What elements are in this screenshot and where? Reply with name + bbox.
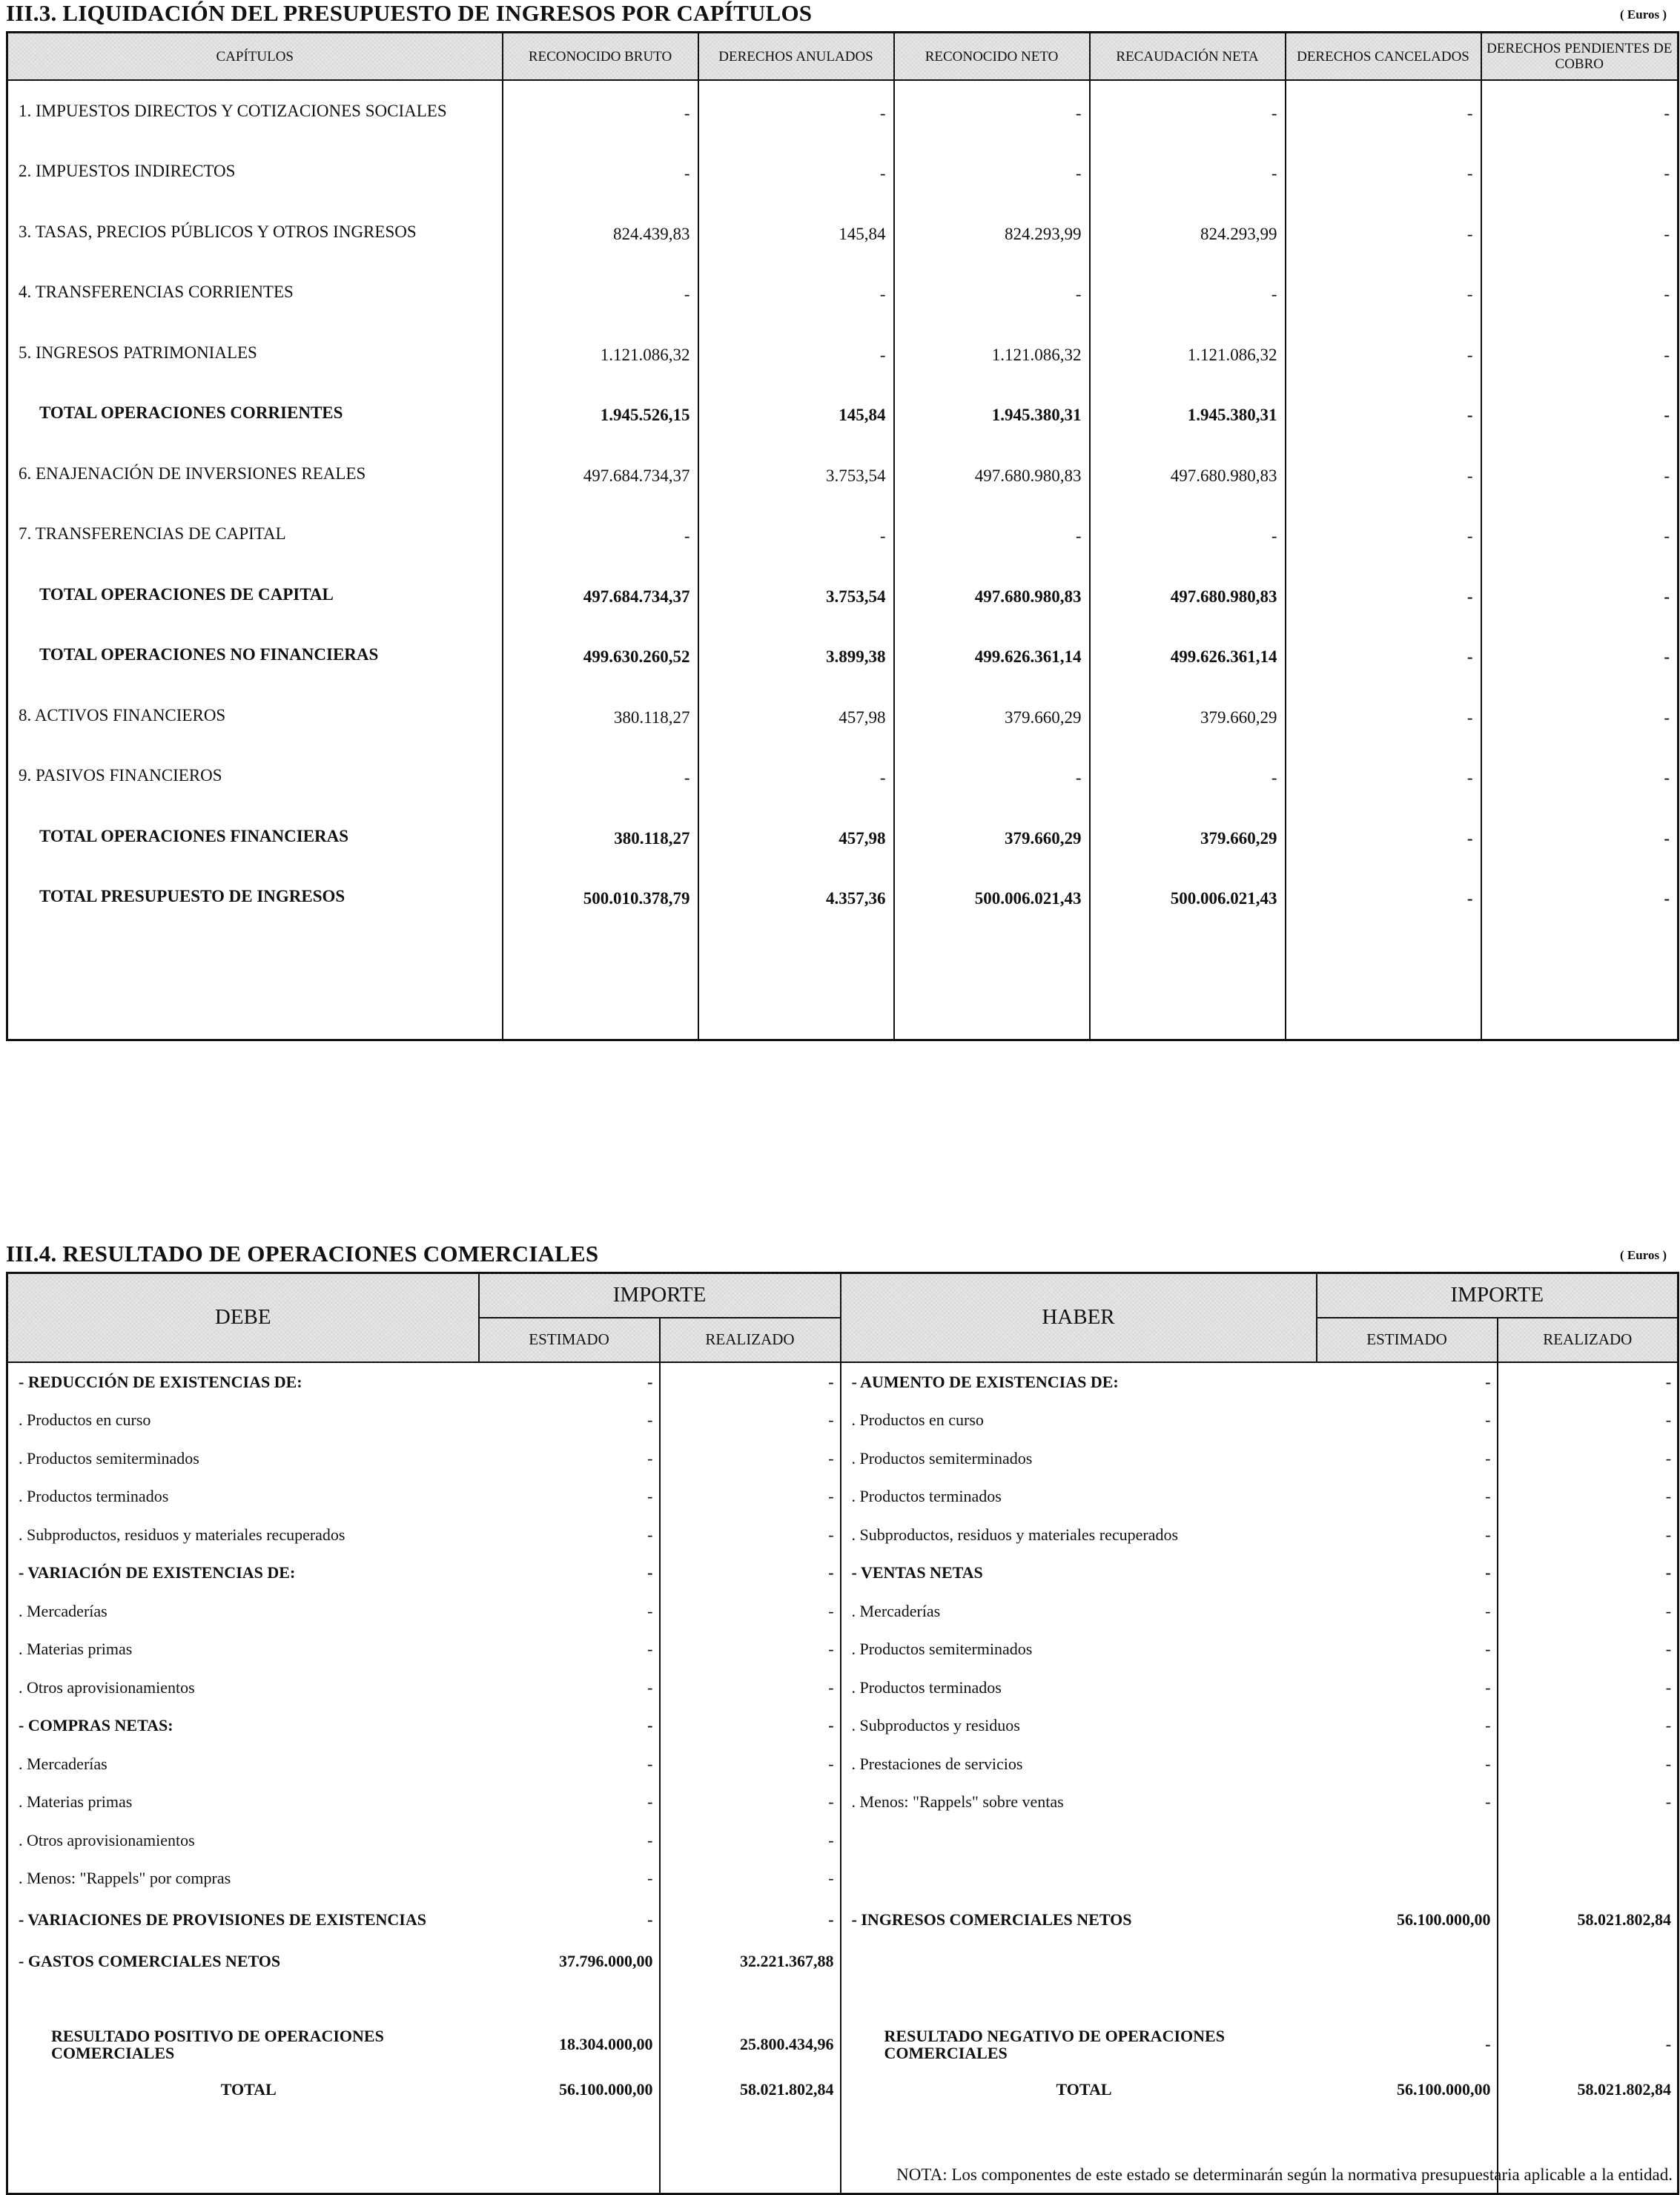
debe-estimado: -	[479, 1859, 660, 1898]
section2-units: ( Euros )	[1620, 1248, 1667, 1262]
comercial-row	[7, 1630, 1679, 1668]
debe-realizado: -	[660, 1745, 841, 1783]
header-importe-debe: IMPORTE	[479, 1273, 841, 1318]
row-value: -	[894, 746, 1090, 807]
haber-realizado	[1498, 1859, 1679, 1898]
header-derechos-cancelados: DERECHOS CANCELADOS	[1286, 33, 1481, 81]
comercial-row	[7, 1668, 1679, 1707]
header-debe: DEBE	[7, 1273, 479, 1362]
row-value: 1.945.526,15	[503, 383, 698, 444]
debe-label: . Productos semiterminados	[19, 1448, 199, 1468]
header-estimado-debe: ESTIMADO	[479, 1318, 660, 1362]
debe-estimado: 37.796.000,00	[479, 1942, 660, 1981]
row-label: 9. PASIVOS FINANCIEROS	[7, 746, 503, 807]
row-value: -	[1286, 383, 1481, 444]
row-value: -	[1664, 224, 1670, 243]
header-capitulos: CAPÍTULOS	[7, 33, 503, 81]
debe-realizado: 32.221.367,88	[660, 1942, 841, 1981]
header-recaudacion-neta: RECAUDACIÓN NETA	[1090, 33, 1286, 81]
debe-realizado: -	[660, 1706, 841, 1745]
header-realizado-debe: REALIZADO	[660, 1318, 841, 1362]
filler-cell	[7, 927, 503, 1040]
row-value: 497.680.980,83	[894, 564, 1090, 625]
debe-realizado: -	[660, 1592, 841, 1631]
header-reconocido-neto: RECONOCIDO NETO	[894, 33, 1090, 81]
comercial-row	[7, 1554, 1679, 1592]
haber-realizado: -	[1498, 1630, 1679, 1668]
capitulos-filler-row	[7, 927, 1679, 1040]
haber-label: . Mercaderías	[851, 1601, 941, 1620]
haber-realizado: -	[1498, 1439, 1679, 1478]
haber-realizado: -	[1498, 1362, 1679, 1402]
debe-realizado: -	[660, 1668, 841, 1707]
comercial-row	[7, 1821, 1679, 1860]
row-value: 500.006.021,43	[894, 867, 1090, 928]
row-value: 3.753,54	[698, 443, 894, 504]
haber-estimado: -	[1317, 1783, 1498, 1821]
row-value: -	[503, 80, 698, 142]
haber-label: . Subproductos, residuos y materiales recuperados	[851, 1525, 1179, 1544]
header-importe-haber: IMPORTE	[1317, 1273, 1679, 1318]
row-value: -	[1664, 828, 1670, 848]
comercial-row	[7, 1942, 1679, 1981]
row-value: -	[894, 263, 1090, 323]
row-value: -	[1090, 142, 1286, 202]
haber-estimado: -	[1317, 2019, 1498, 2070]
row-value: -	[1286, 564, 1481, 625]
debe-estimado: -	[479, 1745, 660, 1783]
capitulos-row	[7, 564, 1679, 625]
row-value: -	[698, 323, 894, 383]
debe-label: TOTAL	[220, 2079, 277, 2099]
row-value: 457,98	[698, 806, 894, 867]
haber-realizado: -	[1498, 1592, 1679, 1631]
comercial-row	[7, 1706, 1679, 1745]
debe-realizado: -	[660, 1821, 841, 1860]
haber-estimado	[1317, 1980, 1498, 2019]
capitulos-row	[7, 142, 1679, 202]
debe-estimado: -	[479, 1821, 660, 1860]
row-value: 497.680.980,83	[1090, 564, 1286, 625]
comercial-row	[7, 1980, 1679, 2019]
row-value: 380.118,27	[503, 806, 698, 867]
row-label: 8. ACTIVOS FINANCIEROS	[7, 685, 503, 746]
capitulos-row	[7, 867, 1679, 928]
haber-realizado: 58.021.802,84	[1498, 2070, 1679, 2109]
row-value: -	[1664, 164, 1670, 183]
row-value: 824.439,83	[503, 202, 698, 263]
haber-estimado: -	[1317, 1745, 1498, 1783]
capitulos-row	[7, 625, 1679, 686]
filler-cell	[1481, 927, 1679, 1040]
filler-cell	[698, 927, 894, 1040]
capitulos-row	[7, 746, 1679, 807]
row-value: 499.626.361,14	[1090, 625, 1286, 686]
row-value: -	[503, 504, 698, 565]
filler-cell	[894, 927, 1090, 1040]
haber-estimado: -	[1317, 1630, 1498, 1668]
row-value: 379.660,29	[1090, 685, 1286, 746]
row-value: 3.753,54	[698, 564, 894, 625]
capitulos-header-row	[7, 33, 1679, 81]
row-label: 6. ENAJENACIÓN DE INVERSIONES REALES	[7, 443, 503, 504]
debe-realizado: -	[660, 1439, 841, 1478]
row-value: -	[1286, 806, 1481, 867]
debe-label: - REDUCCIÓN DE EXISTENCIAS DE:	[19, 1372, 302, 1391]
operaciones-comerciales-table	[6, 1272, 1679, 2195]
haber-estimado: -	[1317, 1401, 1498, 1439]
debe-estimado: 56.100.000,00	[479, 2070, 660, 2109]
row-label: TOTAL OPERACIONES NO FINANCIERAS	[7, 625, 503, 686]
debe-label: - COMPRAS NETAS:	[19, 1716, 173, 1735]
row-value: 497.680.980,83	[894, 443, 1090, 504]
haber-estimado: -	[1317, 1592, 1498, 1631]
debe-label: RESULTADO POSITIVO DE OPERACIONES COMERCIALES	[51, 2026, 384, 2062]
debe-label: . Subproductos, residuos y materiales recuperados	[19, 1525, 345, 1544]
haber-realizado: -	[1498, 1706, 1679, 1745]
debe-estimado: -	[479, 1592, 660, 1631]
haber-label: - VENTAS NETAS	[851, 1563, 983, 1582]
debe-estimado: -	[479, 1630, 660, 1668]
row-value: -	[1286, 202, 1481, 263]
row-value: -	[503, 263, 698, 323]
row-value: -	[1664, 707, 1670, 727]
capitulos-row	[7, 80, 1679, 142]
comercial-row	[7, 1477, 1679, 1516]
debe-realizado: -	[660, 1630, 841, 1668]
haber-label: . Menos: "Rappels" sobre ventas	[851, 1792, 1064, 1812]
row-value: -	[1664, 345, 1670, 364]
capitulos-row	[7, 323, 1679, 383]
haber-label	[841, 1821, 1317, 1860]
haber-label: RESULTADO NEGATIVO DE OPERACIONES COMERCIALES	[884, 2026, 1225, 2062]
row-value: -	[698, 142, 894, 202]
haber-realizado: 58.021.802,84	[1498, 1898, 1679, 1942]
haber-label: . Productos terminados	[851, 1487, 1002, 1506]
row-value: -	[1286, 142, 1481, 202]
haber-estimado	[1317, 1821, 1498, 1860]
comercial-row	[7, 1362, 1679, 1402]
row-value: -	[1286, 504, 1481, 565]
debe-realizado: -	[660, 1783, 841, 1821]
comercial-row	[7, 2019, 1679, 2070]
row-value: 1.121.086,32	[894, 323, 1090, 383]
row-value: 1.121.086,32	[503, 323, 698, 383]
haber-realizado: -	[1498, 1783, 1679, 1821]
debe-label: . Materias primas	[19, 1792, 133, 1812]
comercial-row	[7, 2070, 1679, 2109]
haber-estimado: -	[1317, 1362, 1498, 1402]
capitulos-row	[7, 504, 1679, 565]
row-value: 379.660,29	[1090, 806, 1286, 867]
haber-label: . Productos terminados	[851, 1677, 1002, 1697]
row-value: 380.118,27	[503, 685, 698, 746]
row-label: 5. INGRESOS PATRIMONIALES	[7, 323, 503, 383]
debe-realizado: -	[660, 1898, 841, 1942]
row-value: -	[1664, 466, 1670, 485]
filler-cell	[7, 2108, 479, 2194]
row-value: 379.660,29	[894, 806, 1090, 867]
row-value: -	[1664, 647, 1670, 667]
haber-estimado: 56.100.000,00	[1317, 2070, 1498, 2109]
row-value: -	[1090, 504, 1286, 565]
debe-estimado	[479, 1980, 660, 2019]
comercial-row	[7, 1439, 1679, 1478]
haber-estimado: -	[1317, 1477, 1498, 1516]
row-value: -	[1090, 80, 1286, 142]
comercial-row	[7, 1783, 1679, 1821]
debe-label: . Otros aprovisionamientos	[19, 1830, 195, 1849]
haber-estimado	[1317, 1859, 1498, 1898]
operaciones-comerciales-body	[7, 1362, 1679, 2194]
debe-label: . Menos: "Rappels" por compras	[19, 1869, 231, 1888]
comercial-row	[7, 1898, 1679, 1942]
haber-label: . Productos en curso	[851, 1410, 984, 1430]
row-value: -	[1090, 746, 1286, 807]
row-value: -	[1664, 285, 1670, 304]
row-label: 3. TASAS, PRECIOS PÚBLICOS Y OTROS INGRESOS	[7, 202, 503, 263]
header-row-top	[7, 1273, 1679, 1318]
debe-realizado: -	[660, 1362, 841, 1402]
row-value: 499.626.361,14	[894, 625, 1090, 686]
header-realizado-haber: REALIZADO	[1498, 1318, 1679, 1362]
haber-realizado: -	[1498, 1554, 1679, 1592]
debe-label: . Productos en curso	[19, 1410, 151, 1430]
debe-label: . Materias primas	[19, 1640, 133, 1659]
row-value: -	[1286, 685, 1481, 746]
haber-label: - INGRESOS COMERCIALES NETOS	[851, 1910, 1132, 1929]
row-value: -	[1286, 746, 1481, 807]
row-label: 1. IMPUESTOS DIRECTOS Y COTIZACIONES SOCIALES	[7, 80, 503, 142]
row-value: 1.945.380,31	[1090, 383, 1286, 444]
row-value: -	[1286, 625, 1481, 686]
section1-units: ( Euros )	[1620, 7, 1667, 22]
capitulos-row	[7, 202, 1679, 263]
debe-estimado: -	[479, 1668, 660, 1707]
haber-realizado	[1498, 1821, 1679, 1860]
comercial-row	[7, 1592, 1679, 1631]
capitulos-row	[7, 806, 1679, 867]
section1-title: III.3. LIQUIDACIÓN DEL PRESUPUESTO DE INGRESOS POR CAPÍTULOS	[6, 0, 813, 26]
row-value: 379.660,29	[894, 685, 1090, 746]
header-estimado-haber: ESTIMADO	[1317, 1318, 1498, 1362]
row-value: 500.006.021,43	[1090, 867, 1286, 928]
capitulos-body	[7, 80, 1679, 1040]
row-value: -	[1664, 527, 1670, 546]
row-value: -	[698, 263, 894, 323]
filler-cell	[1286, 927, 1481, 1040]
capitulos-row	[7, 263, 1679, 323]
filler-cell	[660, 2108, 841, 2194]
debe-realizado: -	[660, 1554, 841, 1592]
row-value: -	[1286, 323, 1481, 383]
haber-realizado	[1498, 1980, 1679, 2019]
row-label: 2. IMPUESTOS INDIRECTOS	[7, 142, 503, 202]
haber-label: . Prestaciones de servicios	[851, 1754, 1023, 1773]
debe-estimado: -	[479, 1516, 660, 1554]
row-label: TOTAL OPERACIONES DE CAPITAL	[7, 564, 503, 625]
row-value: -	[1664, 103, 1670, 122]
row-value: -	[1664, 406, 1670, 425]
row-value: -	[1286, 263, 1481, 323]
debe-label: . Mercaderías	[19, 1601, 108, 1620]
row-value: -	[503, 142, 698, 202]
filler-cell	[479, 2108, 660, 2194]
capitulos-table	[6, 31, 1679, 1041]
debe-estimado: 18.304.000,00	[479, 2019, 660, 2070]
debe-label: - VARIACIÓN DE EXISTENCIAS DE:	[19, 1563, 296, 1582]
comercial-row	[7, 1745, 1679, 1783]
row-value: -	[1664, 768, 1670, 788]
capitulos-row	[7, 685, 1679, 746]
haber-label: . Productos semiterminados	[851, 1448, 1033, 1468]
debe-realizado	[660, 1980, 841, 2019]
row-value: 457,98	[698, 685, 894, 746]
header-derechos-anulados: DERECHOS ANULADOS	[698, 33, 894, 81]
footer-note: NOTA: Los componentes de este estado se determinarán según la normativa presupuestaria aplicable a la entidad.	[896, 2165, 1673, 2184]
debe-label: . Mercaderías	[19, 1754, 108, 1773]
haber-realizado: -	[1498, 2019, 1679, 2070]
haber-label: - AUMENTO DE EXISTENCIAS DE:	[851, 1372, 1119, 1391]
debe-estimado: -	[479, 1898, 660, 1942]
debe-estimado: -	[479, 1783, 660, 1821]
row-value: -	[894, 142, 1090, 202]
row-label: 7. TRANSFERENCIAS DE CAPITAL	[7, 504, 503, 565]
debe-label: . Otros aprovisionamientos	[19, 1677, 195, 1697]
haber-label	[841, 1942, 1317, 1981]
header-reconocido-bruto: RECONOCIDO BRUTO	[503, 33, 698, 81]
debe-realizado: 58.021.802,84	[660, 2070, 841, 2109]
haber-estimado: -	[1317, 1554, 1498, 1592]
debe-realizado: 25.800.434,96	[660, 2019, 841, 2070]
row-value: -	[1664, 889, 1670, 908]
row-value: 497.684.734,37	[503, 564, 698, 625]
row-value: 1.121.086,32	[1090, 323, 1286, 383]
row-value: -	[1664, 587, 1670, 606]
row-value: -	[894, 80, 1090, 142]
debe-estimado: -	[479, 1401, 660, 1439]
debe-realizado: -	[660, 1401, 841, 1439]
row-label: TOTAL OPERACIONES FINANCIERAS	[7, 806, 503, 867]
haber-estimado: -	[1317, 1439, 1498, 1478]
capitulos-row	[7, 383, 1679, 444]
haber-estimado: -	[1317, 1668, 1498, 1707]
comercial-row	[7, 1859, 1679, 1898]
debe-realizado: -	[660, 1859, 841, 1898]
filler-cell	[1090, 927, 1286, 1040]
row-value: -	[503, 746, 698, 807]
debe-label	[7, 1980, 479, 2019]
haber-estimado: -	[1317, 1516, 1498, 1554]
row-value: 497.684.734,37	[503, 443, 698, 504]
row-value: 4.357,36	[698, 867, 894, 928]
row-value: 499.630.260,52	[503, 625, 698, 686]
haber-estimado	[1317, 1942, 1498, 1981]
row-value: -	[1286, 443, 1481, 504]
capitulos-row	[7, 443, 1679, 504]
row-value: 145,84	[698, 383, 894, 444]
comercial-row	[7, 1401, 1679, 1439]
row-value: -	[1286, 80, 1481, 142]
debe-realizado: -	[660, 1516, 841, 1554]
row-value: 824.293,99	[1090, 202, 1286, 263]
haber-realizado: -	[1498, 1401, 1679, 1439]
debe-label: - GASTOS COMERCIALES NETOS	[19, 1951, 281, 1970]
row-value: 500.010.378,79	[503, 867, 698, 928]
comercial-row	[7, 1516, 1679, 1554]
debe-label: - VARIACIONES DE PROVISIONES DE EXISTENCIAS	[19, 1910, 426, 1929]
header-haber: HABER	[841, 1273, 1317, 1362]
header-derechos-pendientes: DERECHOS PENDIENTES DE COBRO	[1481, 33, 1679, 81]
row-value: -	[698, 746, 894, 807]
haber-label: . Subproductos y residuos	[851, 1716, 1020, 1735]
row-label: TOTAL PRESUPUESTO DE INGRESOS	[7, 867, 503, 928]
haber-estimado: -	[1317, 1706, 1498, 1745]
debe-estimado: -	[479, 1554, 660, 1592]
row-label: TOTAL OPERACIONES CORRIENTES	[7, 383, 503, 444]
debe-estimado: -	[479, 1706, 660, 1745]
row-value: 145,84	[698, 202, 894, 263]
haber-label	[841, 1980, 1317, 2019]
haber-realizado: -	[1498, 1668, 1679, 1707]
row-value: -	[894, 504, 1090, 565]
row-value: 1.945.380,31	[894, 383, 1090, 444]
haber-realizado	[1498, 1942, 1679, 1981]
haber-realizado: -	[1498, 1477, 1679, 1516]
row-value: -	[698, 80, 894, 142]
haber-estimado: 56.100.000,00	[1317, 1898, 1498, 1942]
row-value: -	[698, 504, 894, 565]
debe-estimado: -	[479, 1477, 660, 1516]
row-value: 3.899,38	[698, 625, 894, 686]
debe-estimado: -	[479, 1362, 660, 1402]
haber-label: . Productos semiterminados	[851, 1640, 1033, 1659]
row-value: -	[1090, 263, 1286, 323]
haber-realizado: -	[1498, 1745, 1679, 1783]
row-value: 824.293,99	[894, 202, 1090, 263]
debe-realizado: -	[660, 1477, 841, 1516]
haber-label: TOTAL	[1056, 2079, 1112, 2099]
haber-realizado: -	[1498, 1516, 1679, 1554]
row-label: 4. TRANSFERENCIAS CORRIENTES	[7, 263, 503, 323]
haber-label	[841, 1859, 1317, 1898]
filler-cell	[503, 927, 698, 1040]
debe-label: . Productos terminados	[19, 1487, 169, 1506]
section2-title: III.4. RESULTADO DE OPERACIONES COMERCIALES	[6, 1241, 599, 1267]
row-value: 497.680.980,83	[1090, 443, 1286, 504]
debe-estimado: -	[479, 1439, 660, 1478]
row-value: -	[1286, 867, 1481, 928]
